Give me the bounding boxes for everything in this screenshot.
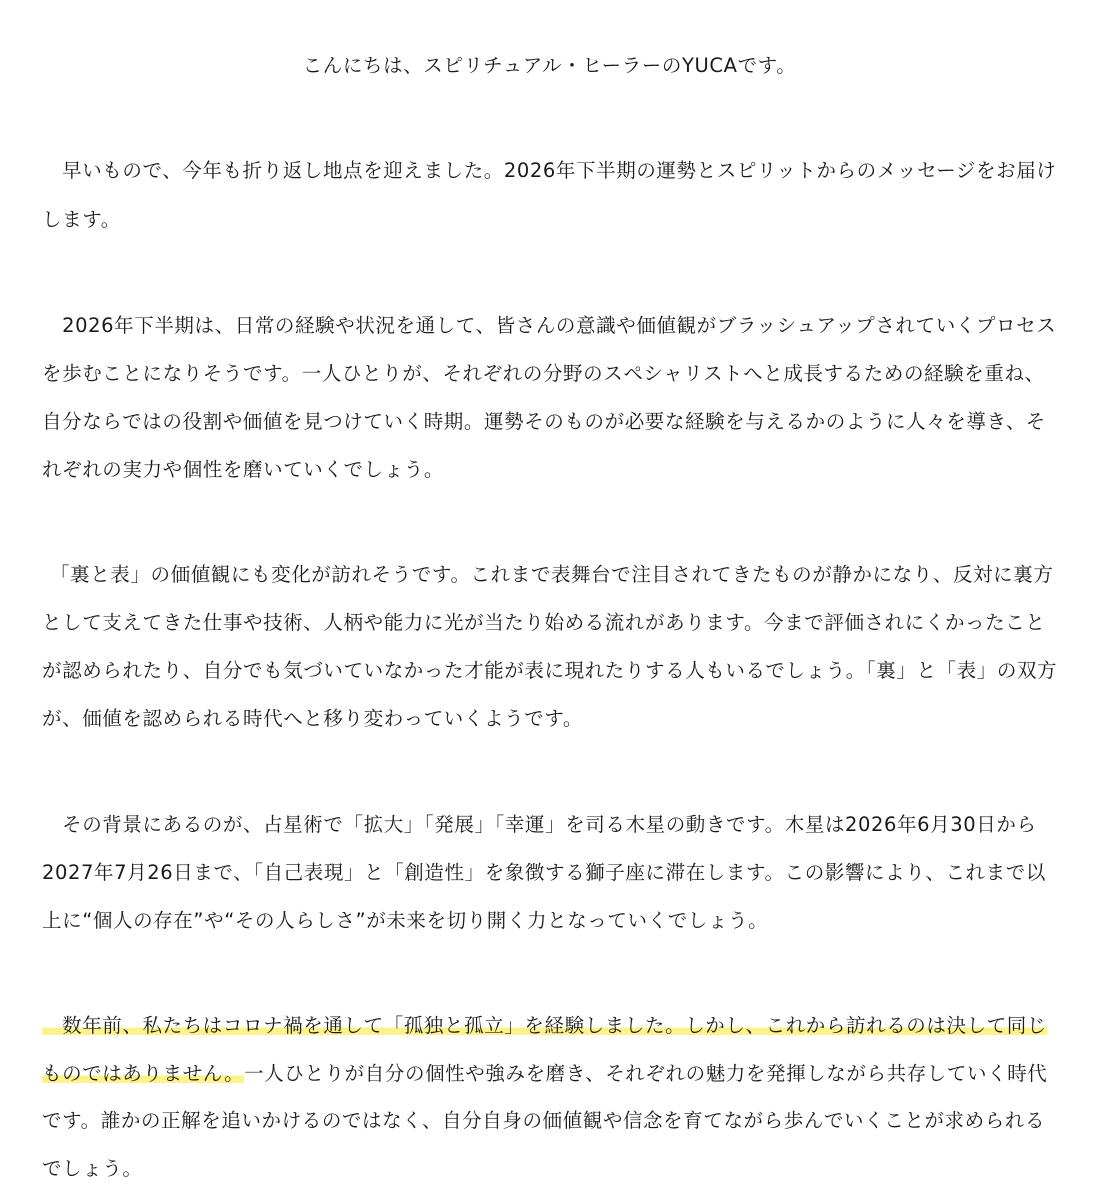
paragraph-2-line-4: れぞれの実力や個性を磨いていくでしょう。	[42, 458, 445, 481]
paragraph-5-line-2	[42, 1060, 1047, 1088]
paragraph-3-line-4: が、価値を認められる時代へと移り変わっていくようです。	[42, 707, 583, 730]
paragraph-2-line-2: を歩むことになりそうです。一人ひとりが、それぞれの分野のスペシャリストへと成長するための経験を重ね、	[42, 362, 1045, 385]
paragraph-5-line-4: でしょう。	[42, 1157, 143, 1180]
paragraph-5-line-2-rest: 一人ひとりが自分の個性や強みを磨き、それぞれの魅力を発揮しながら共存していく時代	[244, 1062, 1048, 1085]
highlighted-text: ものではありません。	[42, 1062, 245, 1085]
paragraph-4-line-2: 2027年7月26日まで、「自己表現」と「創造性」を象徴する獅子座に滞在します。この影響により、これまで以	[42, 861, 1046, 884]
paragraph-5-line-3: です。誰かの正解を追いかけるのではなく、自分自身の価値観や信念を育てながら歩んでいくことが求められる	[42, 1109, 1046, 1132]
highlighted-text: 数年前、私たちはコロナ禍を通して「孤独と孤立」を経験しました。しかし、これから訪れるのは決して同じ	[42, 1014, 1048, 1037]
paragraph-5-line-1	[42, 1012, 1047, 1040]
paragraph-1-line-2: します。	[42, 208, 121, 231]
paragraph-4-line-3: 上に“個人の存在”や“その人らしさ”が未来を切り開く力となっていくでしょう。	[42, 909, 769, 932]
paragraph-4-line-1: その背景にあるのが、占星術で「拡大」「発展」「幸運」を司る木星の動きです。木星は2026年6月30日から	[42, 813, 1037, 836]
paragraph-3-line-3: が認められたり、自分でも気づいていなかった才能が表に現れたりする人もいるでしょう。「裏」と「表」の双方	[42, 659, 1058, 682]
paragraph-3-line-1: 「裏と表」の価値観にも変化が訪れそうです。これまで表舞台で注目されてきたものが静かになり、反対に裏方	[50, 563, 1054, 586]
paragraph-3-line-2: として支えてきた仕事や技術、人柄や能力に光が当たり始める流れがあります。今まで評価されにくかったこと	[42, 611, 1046, 634]
paragraph-1-line-1: 早いもので、今年も折り返し地点を迎えました。2026年下半期の運勢とスピリットからのメッセージをお届け	[42, 159, 1057, 182]
paragraph-2-line-3: 自分ならではの役割や価値を見つけていく時期。運勢そのものが必要な経験を与えるかのように人々を導き、そ	[42, 410, 1047, 433]
greeting-line: こんにちは、スピリチュアル・ヒーラーのYUCAです。	[302, 54, 797, 77]
paragraph-2-line-1: 2026年下半期は、日常の経験や状況を通して、皆さんの意識や価値観がブラッシュアップされていくプロセス	[42, 314, 1057, 337]
